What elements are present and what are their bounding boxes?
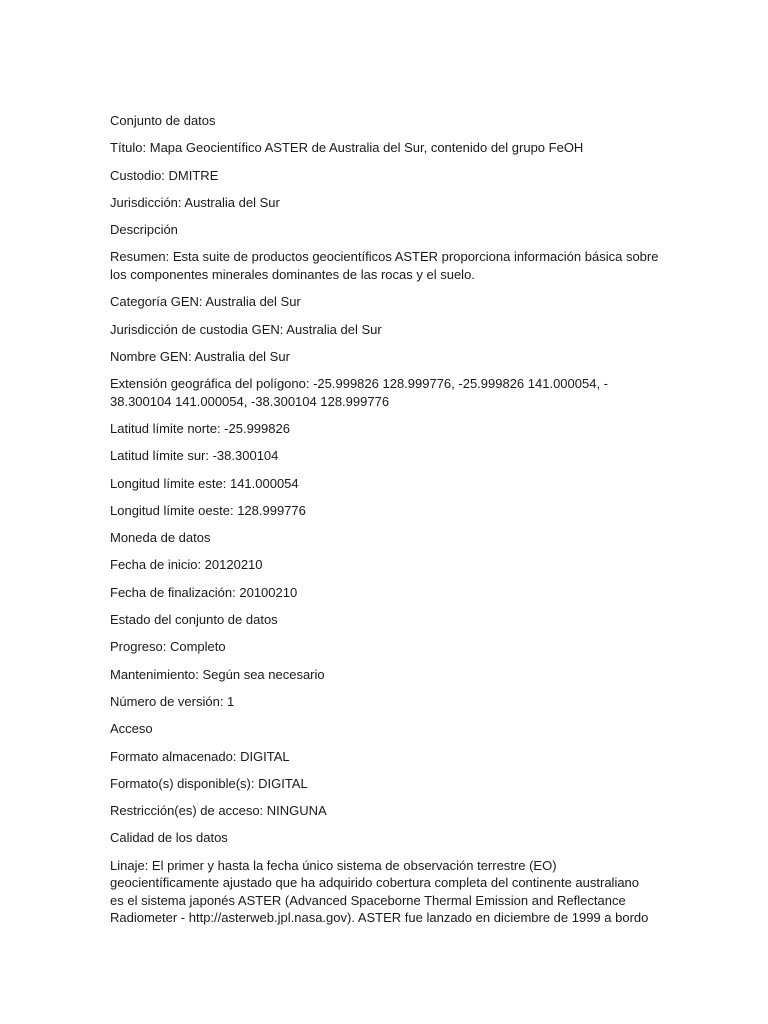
paragraph-jurisdiccion — [110, 194, 650, 212]
text-line: Latitud límite sur: -38.300104 — [110, 448, 279, 464]
text-line: Nombre GEN: Australia del Sur — [110, 348, 290, 364]
text-line: Número de versión: 1 — [110, 693, 235, 709]
text-line: Longitud límite oeste: 128.999776 — [110, 502, 306, 518]
text-line: Progreso: Completo — [110, 639, 226, 655]
text-line: Fecha de inicio: 20120210 — [110, 557, 263, 573]
text-line: 38.300104 141.000054, -38.300104 128.999776 — [110, 393, 390, 409]
text-line: Radiometer - http://asterweb.jpl.nasa.gov). ASTER fue lanzado en diciembre de 1999 a bordo — [110, 910, 649, 926]
text-line: Latitud límite norte: -25.999826 — [110, 420, 290, 436]
paragraph-fecha-de-finalizacion — [110, 584, 650, 602]
paragraph-calidad-de-los-datos — [110, 829, 650, 847]
text-line: Extensión geográfica del polígono: -25.999826 128.999776, -25.999826 141.000054, - — [110, 376, 609, 392]
text-line: Linaje: El primer y hasta la fecha único sistema de observación terrestre (EO) — [110, 857, 557, 873]
text-line: Resumen: Esta suite de productos geocientíficos ASTER proporciona información básica sobre — [110, 249, 659, 265]
document-page — [110, 112, 659, 937]
text-line: Estado del conjunto de datos — [110, 612, 278, 628]
text-line: geocientíficamente ajustado que ha adquirido cobertura completa del continente australiano — [110, 875, 640, 891]
text-line: Formato(s) disponible(s): DIGITAL — [110, 775, 308, 791]
paragraph-mantenimiento — [110, 666, 650, 684]
paragraph-linaje — [110, 857, 650, 927]
text-line: Custodio: DMITRE — [110, 167, 219, 183]
paragraph-conjunto-de-datos — [110, 112, 650, 130]
paragraph-categoria-gen — [110, 293, 650, 311]
paragraph-custodio — [110, 167, 650, 185]
text-line: Categoría GEN: Australia del Sur — [110, 294, 301, 310]
paragraph-formato-almacenado — [110, 748, 650, 766]
paragraph-restriccion-es-de-acceso — [110, 802, 650, 820]
paragraph-longitud-limite-este — [110, 475, 650, 493]
paragraph-latitud-limite-norte — [110, 420, 650, 438]
paragraph-extension-geografica-del-poligono — [110, 375, 650, 410]
paragraph-progreso — [110, 638, 650, 656]
paragraph-fecha-de-inicio — [110, 556, 650, 574]
text-line: Jurisdicción: Australia del Sur — [110, 194, 280, 210]
text-line: Jurisdicción de custodia GEN: Australia del Sur — [110, 321, 382, 337]
text-line: Mantenimiento: Según sea necesario — [110, 666, 325, 682]
paragraph-longitud-limite-oeste — [110, 502, 650, 520]
paragraph-resumen — [110, 248, 659, 283]
text-line: Título: Mapa Geocientífico ASTER de Australia del Sur, contenido del grupo FeOH — [110, 140, 584, 156]
paragraph-titulo — [110, 139, 650, 157]
paragraph-moneda-de-datos — [110, 529, 650, 547]
paragraph-nombre-gen — [110, 348, 650, 366]
paragraph-jurisdiccion-de-custodia-gen — [110, 321, 650, 339]
text-line: Restricción(es) de acceso: NINGUNA — [110, 803, 327, 819]
text-line: Fecha de finalización: 20100210 — [110, 584, 298, 600]
paragraph-descripcion — [110, 221, 650, 239]
text-line: los componentes minerales dominantes de las rocas y el suelo. — [110, 266, 475, 282]
text-line: Calidad de los datos — [110, 830, 228, 846]
text-line: es el sistema japonés ASTER (Advanced Spaceborne Thermal Emission and Reflectance — [110, 892, 626, 908]
paragraph-latitud-limite-sur — [110, 447, 650, 465]
paragraph-acceso — [110, 720, 650, 738]
text-line: Longitud límite este: 141.000054 — [110, 475, 299, 491]
text-line: Formato almacenado: DIGITAL — [110, 748, 290, 764]
paragraph-formato-s-disponible-s — [110, 775, 650, 793]
text-line: Descripción — [110, 222, 178, 238]
text-line: Acceso — [110, 721, 153, 737]
text-line: Conjunto de datos — [110, 113, 216, 128]
paragraph-estado-del-conjunto-de-datos — [110, 611, 650, 629]
text-line: Moneda de datos — [110, 530, 211, 546]
paragraph-numero-de-version — [110, 693, 650, 711]
